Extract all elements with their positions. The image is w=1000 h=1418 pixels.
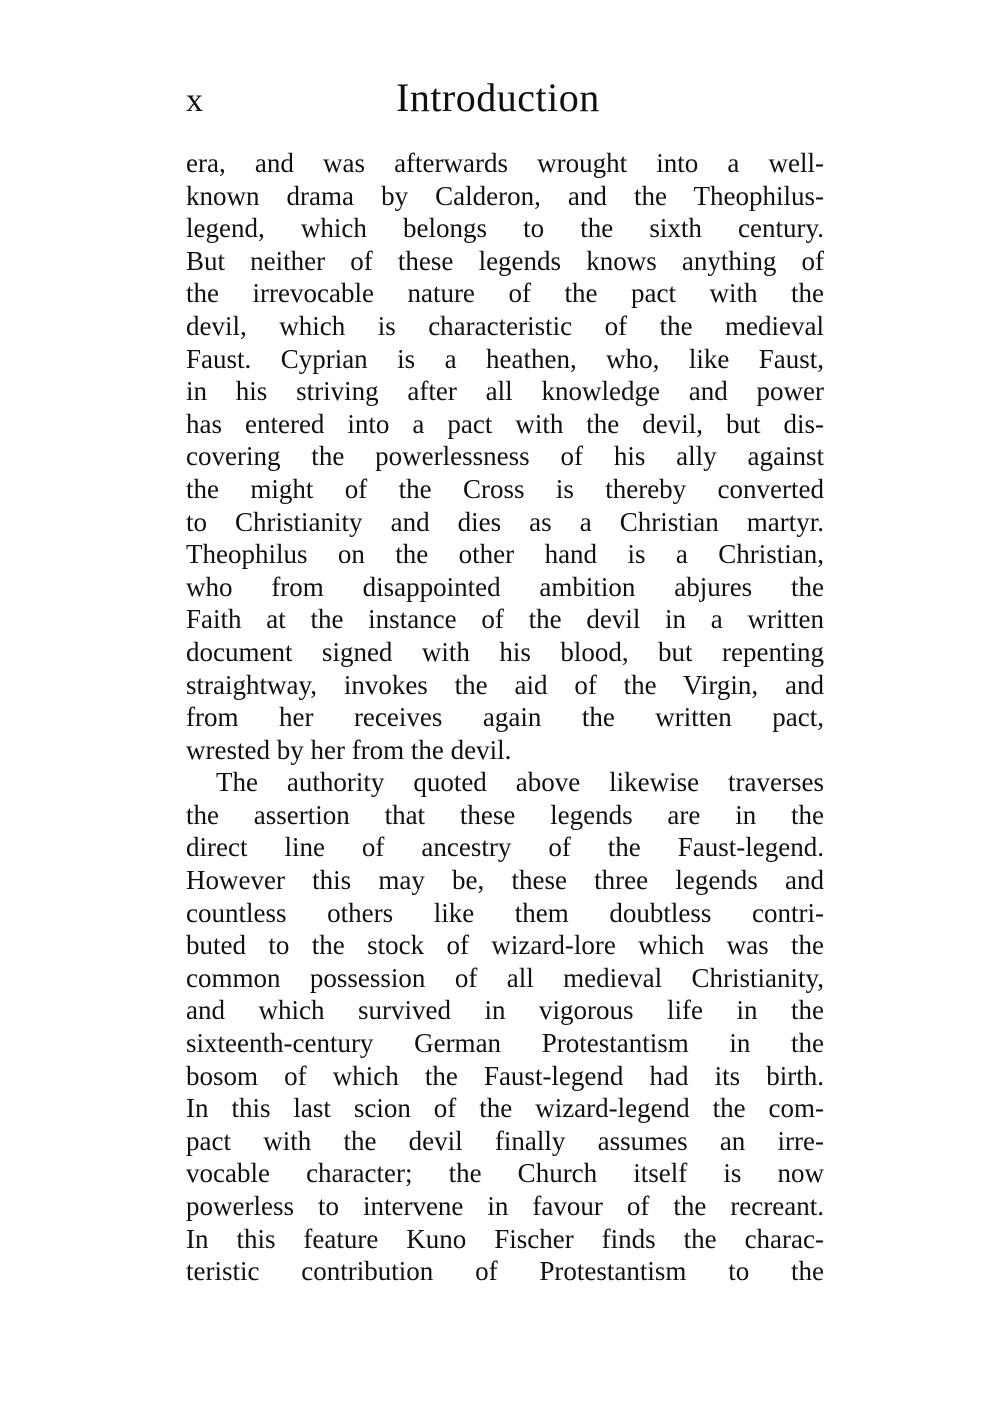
text-line: The authority quoted above likewise traverses — [216, 767, 824, 798]
text-line: era, and was afterwards wrought into a well- — [186, 148, 824, 178]
text-line: vocable character; the Church itself is now — [186, 1158, 824, 1189]
text-line: In this last scion of the wizard-legend the com- — [186, 1093, 824, 1124]
text-line: and which survived in vigorous life in the — [186, 995, 824, 1026]
page-number: x — [186, 82, 204, 119]
text-line: pact with the devil finally assumes an irre- — [186, 1125, 824, 1156]
text-line: in his striving after all knowledge and power — [186, 376, 824, 407]
text-line: In this feature Kuno Fischer finds the charac- — [186, 1223, 824, 1254]
text-line: powerless to intervene in favour of the recreant. — [186, 1191, 824, 1221]
text-line: wrested by her from the devil. — [186, 734, 512, 765]
text-line: direct line of ancestry of the Faust-legend. — [186, 832, 824, 863]
text-line: straightway, invokes the aid of the Virgin, and — [186, 669, 824, 700]
body-text — [186, 147, 824, 1288]
text-line: teristic contribution of Protestantism to the — [186, 1256, 824, 1287]
text-line: known drama by Calderon, and the Theophilus- — [186, 180, 824, 211]
text-line: the irrevocable nature of the pact with the — [186, 278, 824, 309]
text-line: devil, which is characteristic of the medieval — [186, 310, 824, 341]
text-line: However this may be, these three legends and — [186, 865, 824, 896]
running-head — [186, 74, 826, 128]
text-line: sixteenth-century German Protestantism in the — [186, 1028, 824, 1059]
text-line: legend, which belongs to the sixth century. — [186, 213, 824, 244]
text-line: to Christianity and dies as a Christian martyr. — [186, 506, 824, 537]
text-line: But neither of these legends knows anything of — [186, 245, 824, 276]
text-line: Faith at the instance of the devil in a written — [186, 604, 824, 635]
text-line: the assertion that these legends are in the — [186, 799, 824, 830]
text-line: countless others like them doubtless contri- — [186, 897, 824, 928]
text-line: who from disappointed ambition abjures the — [186, 571, 824, 602]
text-line: bosom of which the Faust-legend had its birth. — [186, 1060, 824, 1091]
paragraph-2 — [186, 766, 824, 1288]
text-line: covering the powerlessness of his ally against — [186, 441, 824, 472]
text-line: the might of the Cross is thereby converted — [186, 473, 824, 504]
text-line: Theophilus on the other hand is a Christian, — [186, 539, 824, 570]
text-line: buted to the stock of wizard-lore which was the — [186, 930, 824, 961]
text-line: has entered into a pact with the devil, but dis- — [186, 408, 824, 439]
paragraph-1 — [186, 147, 824, 766]
text-line: common possession of all medieval Christianity, — [186, 962, 824, 993]
page-heading: Introduction — [396, 75, 600, 120]
text-line: Faust. Cyprian is a heathen, who, like Faust, — [186, 343, 824, 374]
text-line: from her receives again the written pact, — [186, 702, 824, 733]
text-line: document signed with his blood, but repenting — [186, 636, 824, 667]
